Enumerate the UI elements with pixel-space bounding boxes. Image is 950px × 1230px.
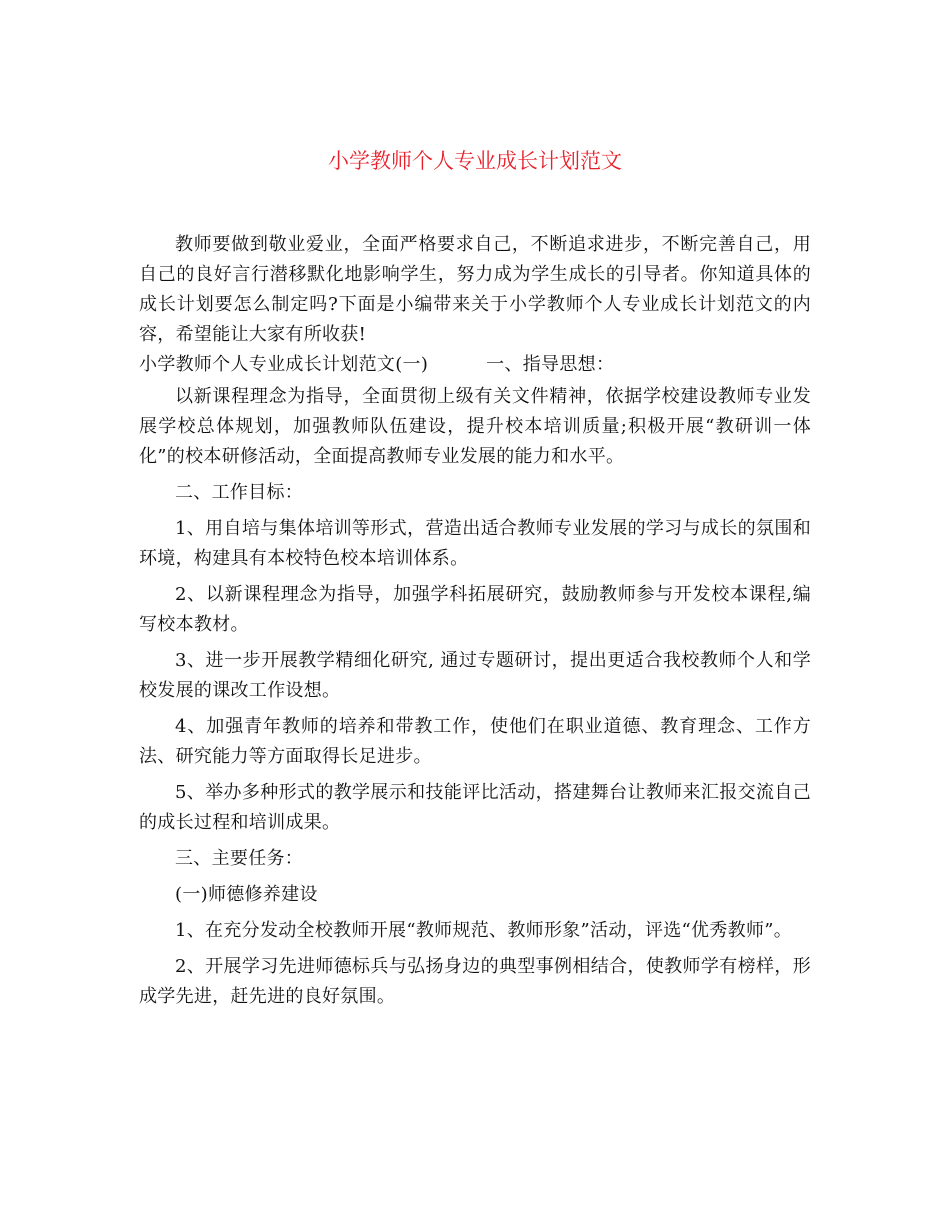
task-item-2: 2、开展学习先进师德标兵与弘扬身边的典型事例相结合，使教师学有榜样，形成学先进，赶先进的良好氛围。 (139, 956, 811, 1007)
goal-item-2: 2、以新课程理念为指导，加强学科拓展研究，鼓励教师参与开发校本课程,编写校本教材。 (139, 584, 811, 635)
goal-item-1: 1、用自培与集体培训等形式，营造出适合教师专业发展的学习与成长的氛围和环境，构建具有本校特色校本培训体系。 (139, 518, 811, 569)
section-title: 小学教师个人专业成长计划范文(一) (139, 354, 429, 375)
document-title: 小学教师个人专业成长计划范文 (328, 149, 622, 173)
document-body (139, 230, 811, 1012)
goal-item-3: 3、进一步开展教学精细化研究, 通过专题研讨，提出更适合我校教师个人和学校发展的课改工作设想。 (139, 650, 811, 701)
heading-work-goals: 二、工作目标： (175, 482, 304, 503)
goal-item-4: 4、加强青年教师的培养和带教工作，使他们在职业道德、教育理念、工作方法、研究能力等方面取得长足进步。 (139, 716, 811, 767)
heading-main-tasks: 三、主要任务： (175, 848, 304, 869)
section-subtitle: 一、指导思想： (486, 354, 615, 375)
task-item-1: 1、在充分发动全校教师开展“教师规范、教师形象”活动，评选“优秀教师”。 (175, 920, 793, 941)
paragraph-guiding-idea: 以新课程理念为指导，全面贯彻上级有关文件精神，依据学校建设教师专业发展学校总体规划，加强教师队伍建设，提升校本培训质量;积极开展“教研训一体化”的校本研修活动，全面提高教师专业发展的能力和水平。 (139, 386, 811, 467)
intro-paragraph: 教师要做到敬业爱业，全面严格要求自己，不断追求进步，不断完善自己，用自己的良好言行潜移默化地影响学生，努力成为学生成长的引导者。你知道具体的成长计划要怎么制定吗?下面是小编带来关于小学教师个人专业成长计划范文的内容，希望能让大家有所收获! (139, 234, 811, 345)
section-heading-line (139, 350, 811, 380)
subheading-ethics: (一)师德修养建设 (175, 884, 318, 905)
goal-item-5: 5、举办多种形式的教学展示和技能评比活动，搭建舞台让教师来汇报交流自己的成长过程和培训成果。 (139, 782, 811, 833)
